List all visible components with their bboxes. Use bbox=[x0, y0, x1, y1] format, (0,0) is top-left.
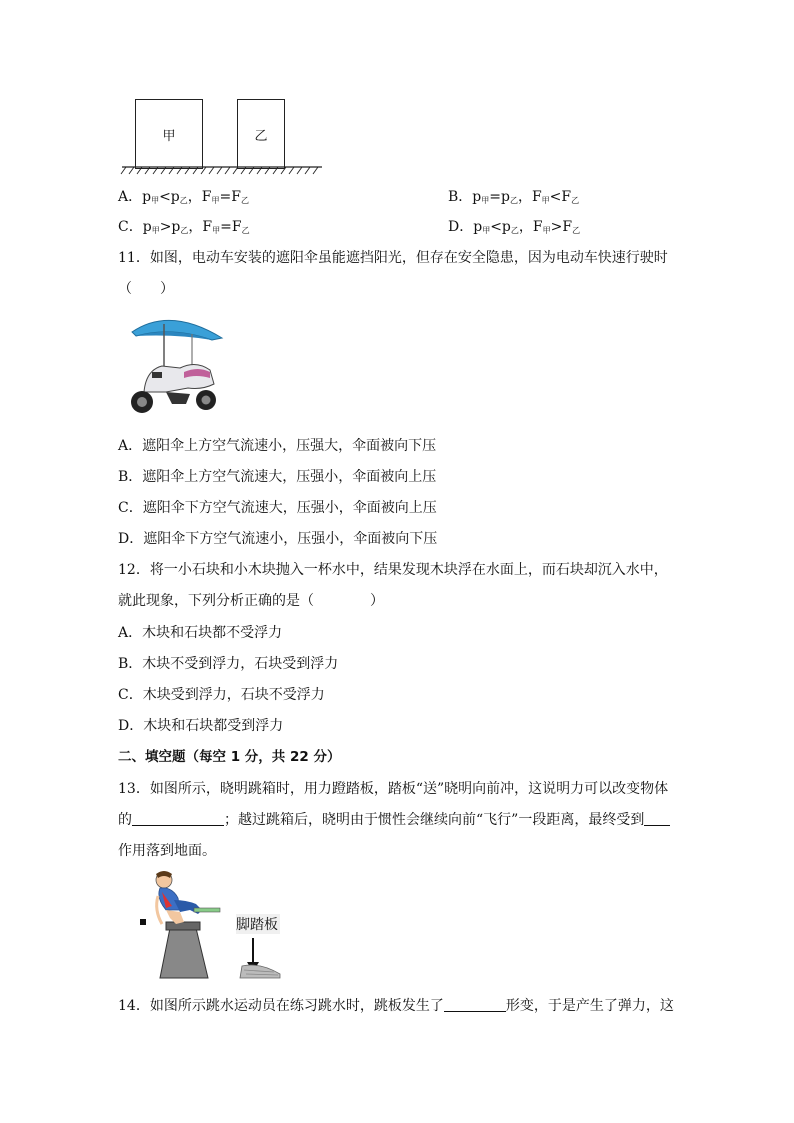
q13-line-3: 作用落到地面。 bbox=[118, 843, 216, 859]
q10-option-a[interactable]: A．$p_甲<p_乙$，$F_甲=F_乙$ bbox=[118, 189, 249, 205]
block-jia-label: 甲 bbox=[162, 128, 176, 144]
q11-option-d[interactable]: D．遮阳伞下方空气流速小，压强小，伞面被向下压 bbox=[118, 531, 438, 547]
q12-stem: 12．将一小石块和小木块抛入一杯水中，结果发现木块浮在水面上，而石块却沉入水中， bbox=[118, 562, 668, 578]
q14-line-1-end: 形变，于是产生了弹力，这 bbox=[505, 998, 674, 1014]
q12-option-b[interactable]: B．木块不受到浮力，石块受到浮力 bbox=[118, 656, 339, 672]
pedal-label: 脚踏板 bbox=[236, 917, 278, 933]
q12-option-d[interactable]: D．木块和石块都受到浮力 bbox=[118, 718, 284, 734]
q13-line-2-start: 的 bbox=[118, 812, 132, 828]
q11-option-c[interactable]: C．遮阳伞下方空气流速大，压强小，伞面被向上压 bbox=[118, 500, 437, 516]
q13-line-2 bbox=[118, 811, 670, 829]
q11-answer-paren: （ ） bbox=[118, 281, 174, 297]
q10-options-row-2 bbox=[118, 218, 678, 236]
ground-hatching bbox=[118, 166, 322, 176]
q12-option-a[interactable]: A．木块和石块都不受浮力 bbox=[118, 625, 283, 641]
q11-stem: 11．如图，电动车安装的遮阳伞虽能遮挡阳光，但存在安全隐患，因为电动车快速行驶时 bbox=[118, 250, 668, 266]
block-jia bbox=[135, 99, 203, 169]
q10-options-row-1 bbox=[118, 188, 678, 206]
q13-blank-2[interactable] bbox=[644, 811, 670, 826]
q10-option-b[interactable]: B．$p_甲=p_乙$，$F_甲<F_乙$ bbox=[448, 189, 580, 205]
block-yi bbox=[237, 99, 285, 169]
block-yi-label: 乙 bbox=[254, 128, 268, 144]
q14-line-1 bbox=[118, 997, 674, 1015]
q10-option-c[interactable]: C．$p_甲>p_乙$，$F_甲=F_乙$ bbox=[118, 219, 250, 235]
q14-line-1-start: 14．如图所示跳水运动员在练习跳水时，跳板发生了 bbox=[118, 998, 444, 1014]
q13-line-1: 13．如图所示，晓明跳箱时，用力蹬踏板，踏板“送”晓明向前冲，这说明力可以改变物体 bbox=[118, 781, 669, 797]
section-heading: 二、填空题（每空 1 分，共 22 分） bbox=[118, 749, 341, 765]
q13-blank-1[interactable] bbox=[132, 811, 224, 826]
q12-stem-cont: 就此现象，下列分析正确的是（ ） bbox=[118, 593, 384, 609]
q11-option-a[interactable]: A．遮阳伞上方空气流速小，压强大，伞面被向下压 bbox=[118, 438, 437, 454]
q11-option-b[interactable]: B．遮阳伞上方空气流速大，压强小，伞面被向上压 bbox=[118, 469, 437, 485]
blocks-figure bbox=[118, 96, 328, 176]
q14-blank-1[interactable] bbox=[444, 997, 506, 1012]
q12-option-c[interactable]: C．木块受到浮力，石块不受浮力 bbox=[118, 687, 325, 703]
scooter-umbrella-figure bbox=[122, 310, 232, 420]
q10-option-d[interactable]: D．$p_甲<p_乙$，$F_甲>F_乙$ bbox=[448, 219, 581, 235]
q13-line-2-mid: ；越过跳箱后，晓明由于惯性会继续向前“飞行”一段距离，最终受到 bbox=[224, 812, 645, 828]
